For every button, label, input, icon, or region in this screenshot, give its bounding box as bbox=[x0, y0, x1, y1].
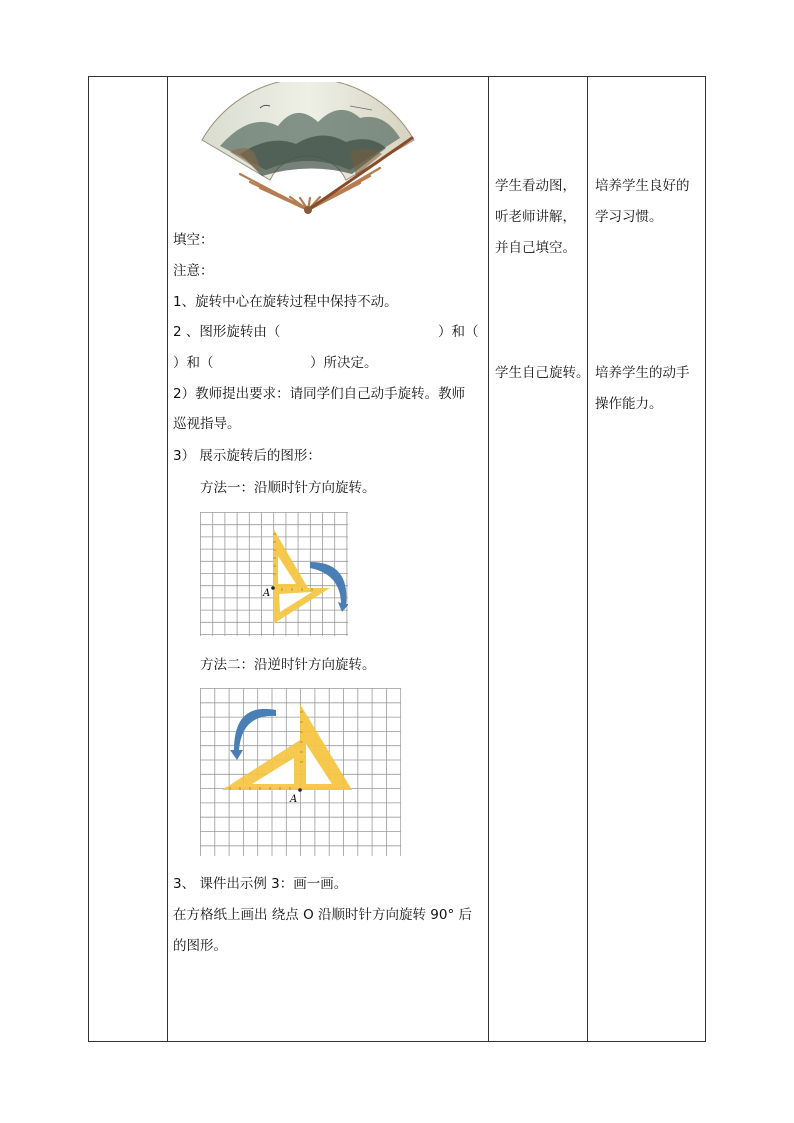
counterclockwise-rotation-grid bbox=[200, 688, 401, 856]
method-2-label: 方法二：沿逆时针方向旋转。 bbox=[200, 657, 376, 673]
example-3-desc-line-2: 的图形。 bbox=[173, 938, 227, 954]
column-divider-2 bbox=[488, 77, 489, 1041]
example-3-heading: 3、 课件出示例 3：画一画。 bbox=[173, 876, 348, 892]
student-activity-1-line-3: 并自己填空。 bbox=[495, 240, 576, 256]
point-2-cont: ）和（ bbox=[173, 355, 214, 371]
column-divider-1 bbox=[167, 77, 168, 1041]
point-2-start: 2 、图形旋转由（ bbox=[173, 324, 281, 340]
example-3-desc-line-1: 在方格纸上画出 绕点 O 沿顺时针方向旋转 90° 后 bbox=[173, 907, 473, 923]
teacher-request-line-2: 巡视指导。 bbox=[173, 416, 241, 432]
point-2-end: ）所决定。 bbox=[310, 355, 378, 371]
intent-2-line-2: 操作能力。 bbox=[595, 396, 663, 412]
folding-fan-image bbox=[200, 82, 416, 218]
note-label: 注意： bbox=[173, 263, 214, 279]
student-activity-1-line-1: 学生看动图， bbox=[495, 178, 576, 194]
column-divider-3 bbox=[587, 77, 588, 1041]
show-heading: 3） 展示旋转后的图形： bbox=[173, 448, 321, 464]
teacher-request-line-1: 2）教师提出要求：请同学们自己动手旋转。教师 bbox=[173, 386, 466, 402]
intent-1-line-2: 学习习惯。 bbox=[595, 209, 663, 225]
fill-blank-label: 填空： bbox=[173, 232, 214, 248]
point-2-middle: ）和（ bbox=[438, 324, 479, 340]
point-1: 1、旋转中心在旋转过程中保持不动。 bbox=[173, 294, 398, 310]
clockwise-rotation-grid bbox=[200, 512, 348, 636]
student-activity-1-line-2: 听老师讲解， bbox=[495, 209, 576, 225]
point-label-a2: A bbox=[290, 794, 298, 805]
student-activity-2: 学生自己旋转。 bbox=[495, 365, 590, 381]
point-label-a1: A bbox=[263, 588, 271, 599]
intent-2-line-1: 培养学生的动手 bbox=[595, 365, 690, 381]
method-1-label: 方法一：沿顺时针方向旋转。 bbox=[200, 480, 376, 496]
intent-1-line-1: 培养学生良好的 bbox=[595, 178, 690, 194]
